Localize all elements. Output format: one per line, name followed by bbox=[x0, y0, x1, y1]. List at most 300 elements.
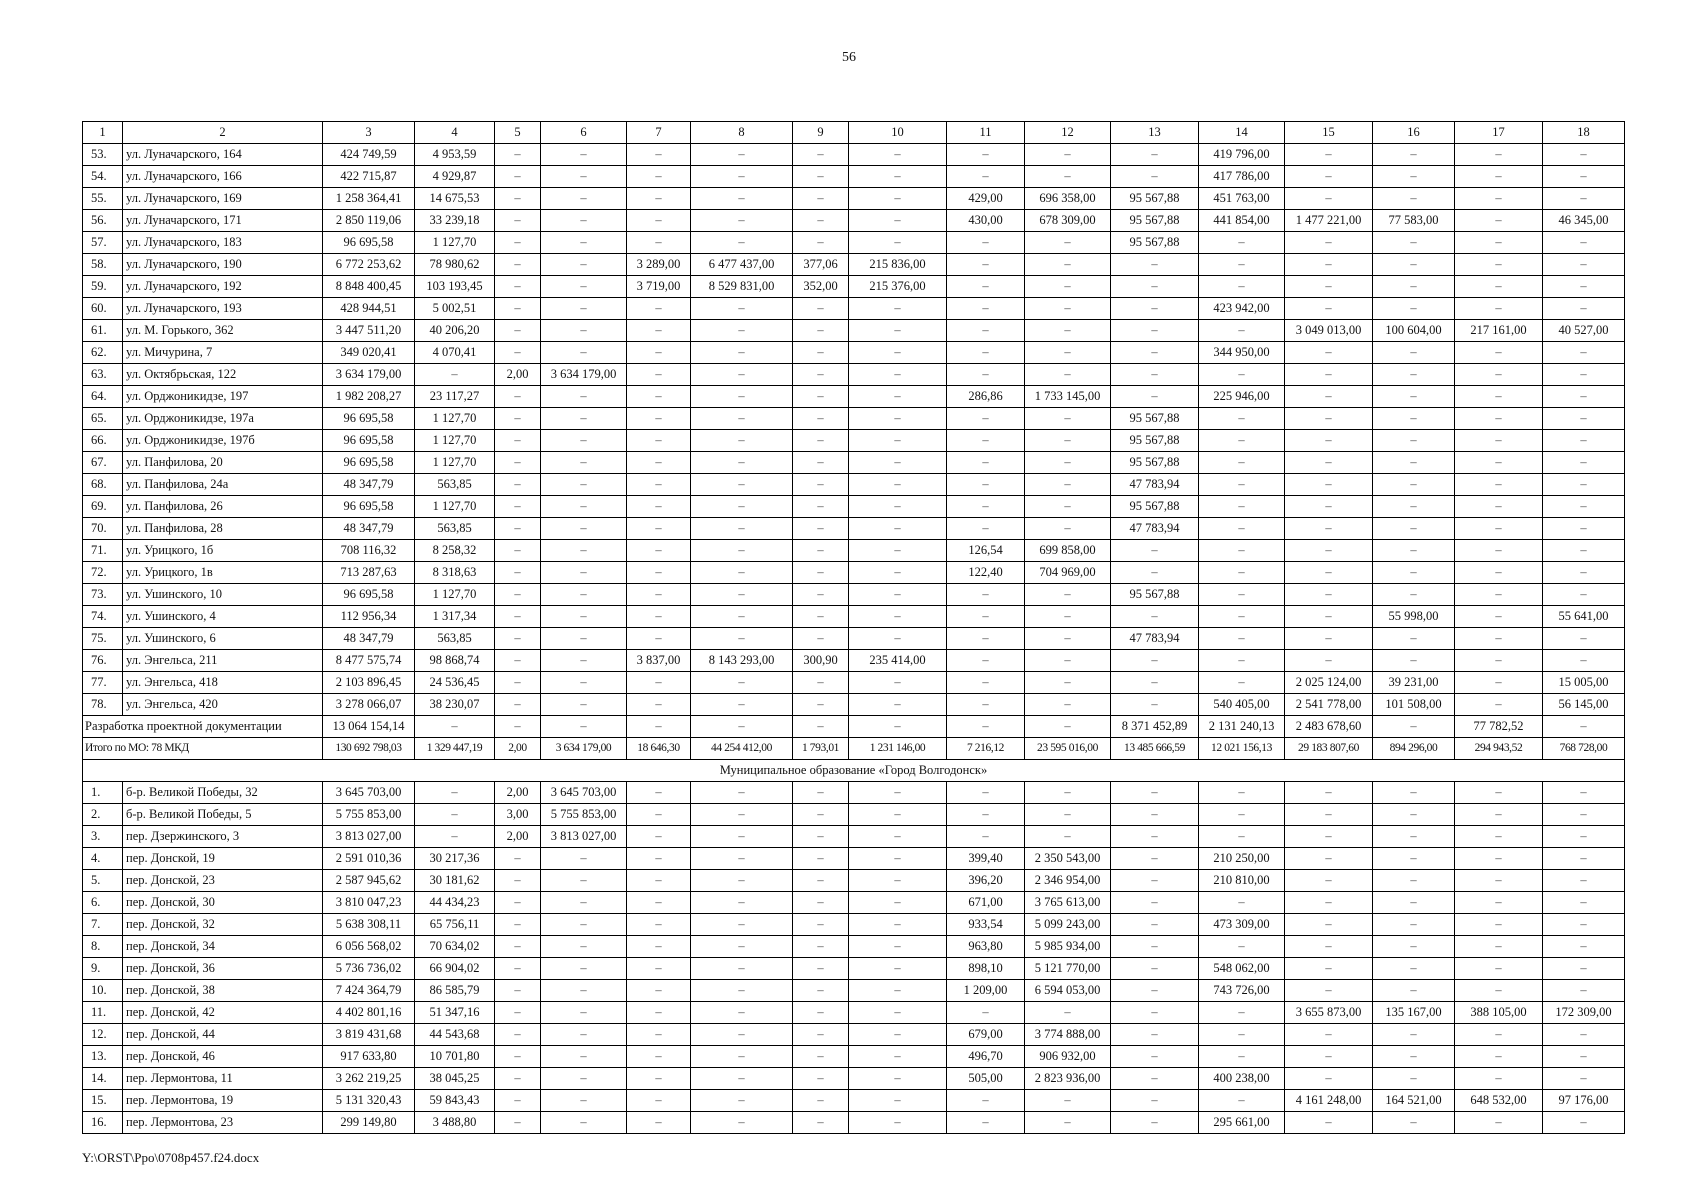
value-cell: – bbox=[793, 474, 849, 496]
value-cell: – bbox=[1025, 496, 1111, 518]
value-cell: – bbox=[1373, 1046, 1455, 1068]
value-cell: 563,85 bbox=[415, 518, 495, 540]
value-cell: – bbox=[849, 518, 947, 540]
value-cell: – bbox=[495, 892, 541, 914]
row-index-cell: 54. bbox=[83, 166, 123, 188]
value-cell: – bbox=[495, 650, 541, 672]
value-cell: 294 943,52 bbox=[1455, 738, 1543, 760]
value-cell: 47 783,94 bbox=[1111, 628, 1199, 650]
value-cell: – bbox=[495, 210, 541, 232]
value-cell: 48 347,79 bbox=[323, 518, 415, 540]
value-cell: – bbox=[947, 408, 1025, 430]
value-cell: 6 477 437,00 bbox=[691, 254, 793, 276]
value-cell: – bbox=[495, 958, 541, 980]
value-cell: – bbox=[1543, 936, 1625, 958]
value-cell: – bbox=[541, 584, 627, 606]
value-cell: – bbox=[793, 1090, 849, 1112]
value-cell: 7 424 364,79 bbox=[323, 980, 415, 1002]
value-cell: 5 755 853,00 bbox=[541, 804, 627, 826]
value-cell: – bbox=[1199, 1046, 1285, 1068]
value-cell: 130 692 798,03 bbox=[323, 738, 415, 760]
address-cell: пер. Донской, 34 bbox=[123, 936, 323, 958]
value-cell: – bbox=[793, 166, 849, 188]
value-cell: – bbox=[1543, 1046, 1625, 1068]
value-cell: – bbox=[541, 320, 627, 342]
value-cell: – bbox=[947, 606, 1025, 628]
column-number-header: 14 bbox=[1199, 122, 1285, 144]
column-number-header: 16 bbox=[1373, 122, 1455, 144]
value-cell: 679,00 bbox=[947, 1024, 1025, 1046]
value-cell: – bbox=[1025, 254, 1111, 276]
value-cell: – bbox=[627, 518, 691, 540]
value-cell: – bbox=[1025, 320, 1111, 342]
table-row bbox=[83, 408, 1625, 430]
file-path-footer: Y:\ORST\Ppo\0708p457.f24.docx bbox=[82, 1150, 260, 1165]
value-cell: – bbox=[541, 980, 627, 1002]
value-cell: – bbox=[1285, 188, 1373, 210]
value-cell: – bbox=[495, 144, 541, 166]
value-cell: – bbox=[793, 298, 849, 320]
value-cell: – bbox=[1455, 452, 1543, 474]
value-cell: – bbox=[1025, 166, 1111, 188]
value-cell: – bbox=[691, 188, 793, 210]
value-cell: 428 944,51 bbox=[323, 298, 415, 320]
address-cell: ул. Орджоникидзе, 197б bbox=[123, 430, 323, 452]
value-cell: – bbox=[793, 342, 849, 364]
value-cell: – bbox=[541, 606, 627, 628]
value-cell: 1 733 145,00 bbox=[1025, 386, 1111, 408]
value-cell: – bbox=[1373, 1068, 1455, 1090]
value-cell: 4 953,59 bbox=[415, 144, 495, 166]
value-cell: – bbox=[1111, 826, 1199, 848]
value-cell: 126,54 bbox=[947, 540, 1025, 562]
table-row bbox=[83, 958, 1625, 980]
row-index-cell: 77. bbox=[83, 672, 123, 694]
value-cell: 3 819 431,68 bbox=[323, 1024, 415, 1046]
value-cell: – bbox=[627, 364, 691, 386]
row-index-cell: 13. bbox=[83, 1046, 123, 1068]
value-cell: 164 521,00 bbox=[1373, 1090, 1455, 1112]
value-cell: – bbox=[541, 694, 627, 716]
table-row bbox=[83, 210, 1625, 232]
value-cell: – bbox=[849, 496, 947, 518]
value-cell: 65 756,11 bbox=[415, 914, 495, 936]
value-cell: 48 347,79 bbox=[323, 628, 415, 650]
value-cell: 5 002,51 bbox=[415, 298, 495, 320]
table-row bbox=[83, 606, 1625, 628]
value-cell: 1 317,34 bbox=[415, 606, 495, 628]
table-row bbox=[83, 232, 1625, 254]
value-cell: 30 181,62 bbox=[415, 870, 495, 892]
value-cell: – bbox=[1543, 166, 1625, 188]
table-row bbox=[83, 892, 1625, 914]
address-cell: пер. Донской, 42 bbox=[123, 1002, 323, 1024]
value-cell: – bbox=[627, 826, 691, 848]
value-cell: – bbox=[1111, 1090, 1199, 1112]
value-cell: – bbox=[1111, 1112, 1199, 1134]
address-cell: пер. Донской, 46 bbox=[123, 1046, 323, 1068]
value-cell: 5 638 308,11 bbox=[323, 914, 415, 936]
value-cell: 6 594 053,00 bbox=[1025, 980, 1111, 1002]
value-cell: – bbox=[691, 540, 793, 562]
value-cell: 419 796,00 bbox=[1199, 144, 1285, 166]
value-cell: 2,00 bbox=[495, 826, 541, 848]
table-row bbox=[83, 628, 1625, 650]
value-cell: – bbox=[1111, 848, 1199, 870]
value-cell: 44 543,68 bbox=[415, 1024, 495, 1046]
value-cell: – bbox=[1285, 914, 1373, 936]
value-cell: – bbox=[793, 914, 849, 936]
row-index-cell: 75. bbox=[83, 628, 123, 650]
value-cell: – bbox=[1373, 254, 1455, 276]
table-row bbox=[83, 1002, 1625, 1024]
column-number-header: 10 bbox=[849, 122, 947, 144]
row-index-cell: 58. bbox=[83, 254, 123, 276]
value-cell: – bbox=[1199, 628, 1285, 650]
value-cell: – bbox=[541, 1024, 627, 1046]
value-cell: – bbox=[495, 914, 541, 936]
value-cell: – bbox=[849, 188, 947, 210]
value-cell: – bbox=[1543, 496, 1625, 518]
value-cell: 396,20 bbox=[947, 870, 1025, 892]
value-cell: 56 145,00 bbox=[1543, 694, 1625, 716]
value-cell: – bbox=[1025, 672, 1111, 694]
value-cell: 122,40 bbox=[947, 562, 1025, 584]
value-cell: – bbox=[1373, 892, 1455, 914]
address-cell: ул. Панфилова, 26 bbox=[123, 496, 323, 518]
value-cell: 10 701,80 bbox=[415, 1046, 495, 1068]
value-cell: – bbox=[495, 1090, 541, 1112]
value-cell: 2 025 124,00 bbox=[1285, 672, 1373, 694]
value-cell: – bbox=[1199, 364, 1285, 386]
value-cell: – bbox=[1285, 936, 1373, 958]
value-cell: – bbox=[1111, 1068, 1199, 1090]
value-cell: 1 477 221,00 bbox=[1285, 210, 1373, 232]
value-cell: – bbox=[1025, 694, 1111, 716]
value-cell: 13 485 666,59 bbox=[1111, 738, 1199, 760]
address-cell: ул. Октябрьская, 122 bbox=[123, 364, 323, 386]
value-cell: – bbox=[1025, 628, 1111, 650]
value-cell: – bbox=[541, 210, 627, 232]
value-cell: 451 763,00 bbox=[1199, 188, 1285, 210]
value-cell: 3 810 047,23 bbox=[323, 892, 415, 914]
value-cell: – bbox=[793, 694, 849, 716]
address-cell: ул. М. Горького, 362 bbox=[123, 320, 323, 342]
value-cell: – bbox=[495, 540, 541, 562]
value-cell: – bbox=[1285, 166, 1373, 188]
value-cell: – bbox=[849, 408, 947, 430]
row-index-cell: 61. bbox=[83, 320, 123, 342]
value-cell: 5 755 853,00 bbox=[323, 804, 415, 826]
value-cell: 23 595 016,00 bbox=[1025, 738, 1111, 760]
value-cell: – bbox=[1373, 826, 1455, 848]
value-cell: – bbox=[1285, 606, 1373, 628]
value-cell: – bbox=[1373, 342, 1455, 364]
value-cell: – bbox=[691, 628, 793, 650]
row-index-cell: 56. bbox=[83, 210, 123, 232]
address-cell: пер. Донской, 19 bbox=[123, 848, 323, 870]
value-cell: 13 064 154,14 bbox=[323, 716, 415, 738]
value-cell: – bbox=[495, 518, 541, 540]
total-row bbox=[83, 738, 1625, 760]
value-cell: 4 929,87 bbox=[415, 166, 495, 188]
value-cell: – bbox=[691, 320, 793, 342]
value-cell: – bbox=[1373, 408, 1455, 430]
value-cell: – bbox=[541, 276, 627, 298]
table-container bbox=[82, 121, 1625, 1134]
value-cell: – bbox=[1111, 958, 1199, 980]
value-cell: – bbox=[691, 584, 793, 606]
column-number-header: 2 bbox=[123, 122, 323, 144]
table-row bbox=[83, 584, 1625, 606]
value-cell: – bbox=[1373, 144, 1455, 166]
address-cell: ул. Урицкого, 1в bbox=[123, 562, 323, 584]
value-cell: – bbox=[793, 364, 849, 386]
value-cell: 1 231 146,00 bbox=[849, 738, 947, 760]
row-index-cell: 3. bbox=[83, 826, 123, 848]
value-cell: – bbox=[691, 1068, 793, 1090]
value-cell: 4 161 248,00 bbox=[1285, 1090, 1373, 1112]
value-cell: – bbox=[541, 1046, 627, 1068]
value-cell: 95 567,88 bbox=[1111, 452, 1199, 474]
value-cell: 5 131 320,43 bbox=[323, 1090, 415, 1112]
value-cell: – bbox=[849, 364, 947, 386]
address-cell: ул. Орджоникидзе, 197 bbox=[123, 386, 323, 408]
value-cell: 12 021 156,13 bbox=[1199, 738, 1285, 760]
value-cell: – bbox=[849, 1002, 947, 1024]
value-cell: – bbox=[541, 166, 627, 188]
value-cell: – bbox=[793, 782, 849, 804]
value-cell: – bbox=[1285, 826, 1373, 848]
value-cell: – bbox=[1285, 496, 1373, 518]
value-cell: – bbox=[1455, 892, 1543, 914]
value-cell: 98 868,74 bbox=[415, 650, 495, 672]
value-cell: – bbox=[1543, 1024, 1625, 1046]
column-number-header: 11 bbox=[947, 122, 1025, 144]
value-cell: – bbox=[1025, 276, 1111, 298]
value-cell: 3 488,80 bbox=[415, 1112, 495, 1134]
value-cell: 917 633,80 bbox=[323, 1046, 415, 1068]
value-cell: – bbox=[1025, 606, 1111, 628]
value-cell: – bbox=[627, 540, 691, 562]
value-cell: – bbox=[541, 144, 627, 166]
value-cell: – bbox=[793, 848, 849, 870]
value-cell: – bbox=[947, 144, 1025, 166]
value-cell: – bbox=[1025, 408, 1111, 430]
table-body bbox=[83, 122, 1625, 1134]
value-cell: – bbox=[1285, 1046, 1373, 1068]
value-cell: – bbox=[849, 606, 947, 628]
value-cell: – bbox=[1455, 210, 1543, 232]
value-cell: – bbox=[691, 1024, 793, 1046]
value-cell: – bbox=[1025, 716, 1111, 738]
value-cell: 95 567,88 bbox=[1111, 584, 1199, 606]
value-cell: 2 346 954,00 bbox=[1025, 870, 1111, 892]
value-cell: – bbox=[1199, 936, 1285, 958]
value-cell: 2 850 119,06 bbox=[323, 210, 415, 232]
value-cell: 5 985 934,00 bbox=[1025, 936, 1111, 958]
value-cell: 2 103 896,45 bbox=[323, 672, 415, 694]
value-cell: 1 793,01 bbox=[793, 738, 849, 760]
value-cell: 3 262 219,25 bbox=[323, 1068, 415, 1090]
value-cell: – bbox=[691, 386, 793, 408]
value-cell: – bbox=[1199, 540, 1285, 562]
value-cell: 2 483 678,60 bbox=[1285, 716, 1373, 738]
value-cell: – bbox=[541, 562, 627, 584]
value-cell: 349 020,41 bbox=[323, 342, 415, 364]
value-cell: 215 376,00 bbox=[849, 276, 947, 298]
value-cell: – bbox=[1373, 166, 1455, 188]
value-cell: 1 982 208,27 bbox=[323, 386, 415, 408]
value-cell: – bbox=[1373, 628, 1455, 650]
value-cell: – bbox=[627, 1024, 691, 1046]
value-cell: – bbox=[793, 540, 849, 562]
value-cell: – bbox=[541, 650, 627, 672]
value-cell: – bbox=[1455, 584, 1543, 606]
table-row bbox=[83, 826, 1625, 848]
value-cell: – bbox=[1285, 276, 1373, 298]
value-cell: – bbox=[495, 188, 541, 210]
value-cell: – bbox=[1111, 870, 1199, 892]
value-cell: – bbox=[1455, 1112, 1543, 1134]
row-index-cell: 15. bbox=[83, 1090, 123, 1112]
value-cell: 5 121 770,00 bbox=[1025, 958, 1111, 980]
value-cell: – bbox=[849, 232, 947, 254]
value-cell: – bbox=[947, 826, 1025, 848]
value-cell: 422 715,87 bbox=[323, 166, 415, 188]
value-cell: – bbox=[1111, 364, 1199, 386]
table-row bbox=[83, 320, 1625, 342]
value-cell: – bbox=[1111, 672, 1199, 694]
value-cell: – bbox=[1285, 298, 1373, 320]
address-cell: ул. Луначарского, 192 bbox=[123, 276, 323, 298]
table-row bbox=[83, 848, 1625, 870]
row-index-cell: 12. bbox=[83, 1024, 123, 1046]
value-cell: – bbox=[1199, 496, 1285, 518]
value-cell: – bbox=[849, 694, 947, 716]
value-cell: – bbox=[691, 1046, 793, 1068]
value-cell: – bbox=[849, 166, 947, 188]
value-cell: 648 532,00 bbox=[1455, 1090, 1543, 1112]
row-index-cell: 74. bbox=[83, 606, 123, 628]
value-cell: – bbox=[1455, 562, 1543, 584]
value-cell: – bbox=[691, 166, 793, 188]
value-cell: – bbox=[793, 496, 849, 518]
value-cell: – bbox=[947, 276, 1025, 298]
value-cell: – bbox=[1285, 452, 1373, 474]
value-cell: – bbox=[627, 628, 691, 650]
address-cell: ул. Панфилова, 28 bbox=[123, 518, 323, 540]
value-cell: – bbox=[691, 848, 793, 870]
address-cell: пер. Донской, 32 bbox=[123, 914, 323, 936]
value-cell: – bbox=[1455, 540, 1543, 562]
value-cell: – bbox=[627, 1002, 691, 1024]
value-cell: – bbox=[1111, 166, 1199, 188]
value-cell: 704 969,00 bbox=[1025, 562, 1111, 584]
value-cell: 30 217,36 bbox=[415, 848, 495, 870]
value-cell: 352,00 bbox=[793, 276, 849, 298]
value-cell: – bbox=[541, 232, 627, 254]
value-cell: – bbox=[415, 782, 495, 804]
value-cell: 300,90 bbox=[793, 650, 849, 672]
value-cell: – bbox=[627, 848, 691, 870]
row-index-cell: 65. bbox=[83, 408, 123, 430]
value-cell: 563,85 bbox=[415, 628, 495, 650]
value-cell: – bbox=[947, 166, 1025, 188]
value-cell: – bbox=[541, 408, 627, 430]
value-cell: – bbox=[849, 1112, 947, 1134]
address-cell: ул. Ушинского, 6 bbox=[123, 628, 323, 650]
value-cell: – bbox=[1111, 782, 1199, 804]
table-row bbox=[83, 1046, 1625, 1068]
value-cell: – bbox=[1199, 276, 1285, 298]
value-cell: 70 634,02 bbox=[415, 936, 495, 958]
value-cell: – bbox=[793, 628, 849, 650]
value-cell: 299 149,80 bbox=[323, 1112, 415, 1134]
value-cell: – bbox=[947, 364, 1025, 386]
value-cell: 3 765 613,00 bbox=[1025, 892, 1111, 914]
value-cell: – bbox=[1199, 804, 1285, 826]
value-cell: – bbox=[1111, 936, 1199, 958]
value-cell: – bbox=[947, 1002, 1025, 1024]
value-cell: – bbox=[1543, 650, 1625, 672]
value-cell: – bbox=[947, 320, 1025, 342]
value-cell: – bbox=[495, 320, 541, 342]
value-cell: – bbox=[495, 474, 541, 496]
value-cell: – bbox=[1111, 276, 1199, 298]
value-cell: – bbox=[1373, 518, 1455, 540]
value-cell: – bbox=[793, 1112, 849, 1134]
value-cell: – bbox=[1285, 804, 1373, 826]
value-cell: 3 278 066,07 bbox=[323, 694, 415, 716]
value-cell: – bbox=[1543, 848, 1625, 870]
value-cell: 286,86 bbox=[947, 386, 1025, 408]
value-cell: – bbox=[793, 430, 849, 452]
value-cell: 135 167,00 bbox=[1373, 1002, 1455, 1024]
value-cell: – bbox=[1025, 650, 1111, 672]
value-cell: – bbox=[1025, 298, 1111, 320]
value-cell: – bbox=[1199, 584, 1285, 606]
value-cell: – bbox=[495, 980, 541, 1002]
value-cell: – bbox=[541, 188, 627, 210]
value-cell: – bbox=[1373, 232, 1455, 254]
row-index-cell: 11. bbox=[83, 1002, 123, 1024]
value-cell: – bbox=[1373, 980, 1455, 1002]
table-row bbox=[83, 1090, 1625, 1112]
value-cell: – bbox=[627, 408, 691, 430]
table-row bbox=[83, 496, 1625, 518]
value-cell: – bbox=[541, 496, 627, 518]
value-cell: – bbox=[849, 584, 947, 606]
value-cell: – bbox=[1543, 1068, 1625, 1090]
row-index-cell: 7. bbox=[83, 914, 123, 936]
value-cell: – bbox=[691, 474, 793, 496]
value-cell: – bbox=[849, 1090, 947, 1112]
value-cell: – bbox=[1285, 958, 1373, 980]
table-row bbox=[83, 166, 1625, 188]
value-cell: – bbox=[849, 628, 947, 650]
value-cell: 8 477 575,74 bbox=[323, 650, 415, 672]
value-cell: – bbox=[1373, 584, 1455, 606]
value-cell: 963,80 bbox=[947, 936, 1025, 958]
value-cell: – bbox=[947, 298, 1025, 320]
value-cell: – bbox=[1199, 320, 1285, 342]
value-cell: – bbox=[1455, 914, 1543, 936]
row-index-cell: 8. bbox=[83, 936, 123, 958]
value-cell: – bbox=[1373, 716, 1455, 738]
value-cell: – bbox=[1543, 144, 1625, 166]
value-cell: – bbox=[1025, 804, 1111, 826]
